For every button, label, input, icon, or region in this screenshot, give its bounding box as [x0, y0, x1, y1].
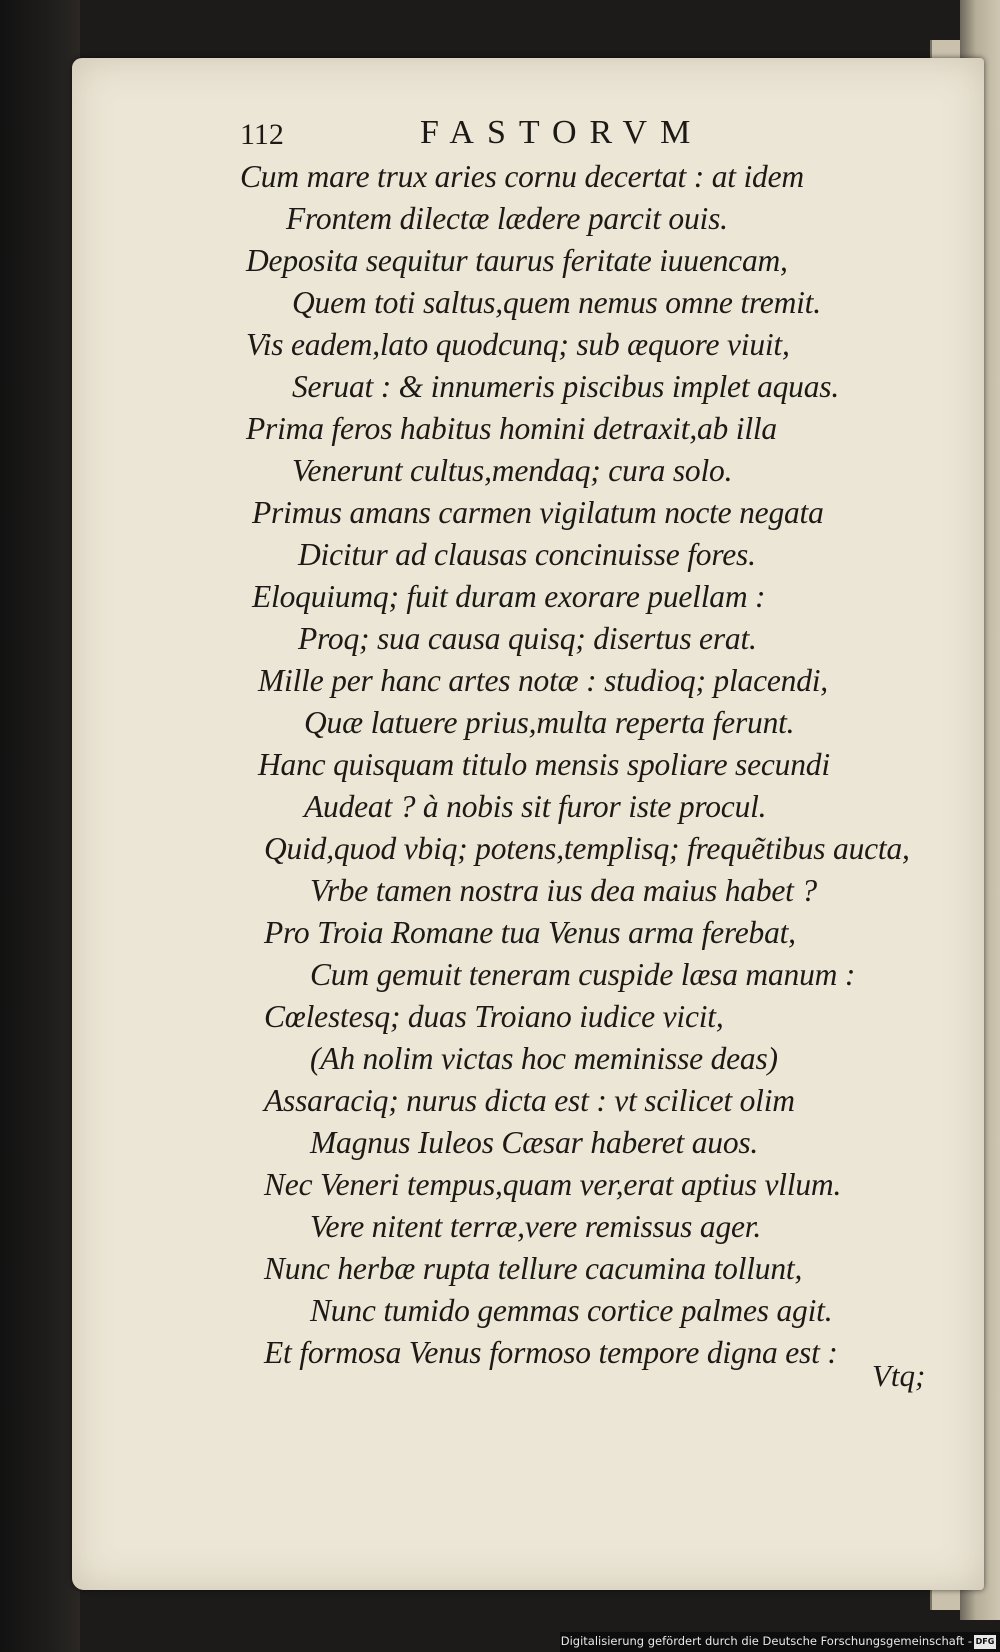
- verse-line: Nec Veneri tempus,quam ver,erat aptius vllum.: [264, 1167, 842, 1202]
- verse-line: Quid,quod vbiq; potens,templisq; frequẽtibus aucta,: [264, 831, 910, 866]
- verse-line: Pro Troia Romane tua Venus arma ferebat,: [264, 915, 796, 950]
- text-block: [240, 108, 950, 1374]
- verse-line: Proq; sua causa quisq; disertus erat.: [298, 621, 757, 656]
- verse-line: Cum gemuit teneram cuspide læsa manum :: [310, 957, 856, 992]
- verse-line: Seruat : & innumeris piscibus implet aquas.: [292, 369, 840, 404]
- verse-line: Primus amans carmen vigilatum nocte negata: [252, 495, 824, 530]
- verse-line: Quem toti saltus,quem nemus omne tremit.: [292, 285, 821, 320]
- verse-line: Vrbe tamen nostra ius dea maius habet ?: [310, 873, 817, 908]
- page-number: 112: [240, 118, 284, 151]
- verse-line: Deposita sequitur taurus feritate iuuencam,: [246, 243, 788, 278]
- dfg-logo: DFG: [974, 1635, 996, 1649]
- verse-line: Hanc quisquam titulo mensis spoliare secundi: [258, 747, 830, 782]
- verse-line: Et formosa Venus formoso tempore digna est :: [264, 1335, 838, 1370]
- digitization-footer: [560, 1632, 1000, 1652]
- book-page: [72, 58, 984, 1590]
- verse-line: Prima feros habitus homini detraxit,ab illa: [246, 411, 777, 446]
- verse-line: Cum mare trux aries cornu decertat : at idem: [240, 159, 804, 194]
- verse-line: Audeat ? à nobis sit furor iste procul.: [304, 789, 767, 824]
- verse-line: Vis eadem,lato quodcunq; sub æquore viuit,: [246, 327, 790, 362]
- verse-line: Quæ latuere prius,multa reperta ferunt.: [304, 705, 795, 740]
- page-header: [240, 108, 950, 156]
- verse-line: Frontem dilectæ lædere parcit ouis.: [286, 201, 728, 236]
- verse-line: Dicitur ad clausas concinuisse fores.: [298, 537, 756, 572]
- running-head: FASTORVM: [420, 114, 704, 151]
- verse-line: Nunc herbæ rupta tellure cacumina tollunt,: [264, 1251, 803, 1286]
- funding-credit: Digitalisierung gefördert durch die Deutsche Forschungsgemeinschaft -: [560, 1634, 972, 1648]
- verse-line: Nunc tumido gemmas cortice palmes agit.: [310, 1293, 833, 1328]
- verse-line: Eloquiumq; fuit duram exorare puellam :: [252, 579, 766, 614]
- verse-list: [240, 156, 950, 1374]
- verse-line: Vere nitent terræ,vere remissus ager.: [310, 1209, 762, 1244]
- verse-line: Assaraciq; nurus dicta est : vt scilicet olim: [264, 1083, 795, 1118]
- verse-line: (Ah nolim victas hoc meminisse deas): [310, 1041, 778, 1076]
- verse-line: Magnus Iuleos Cæsar haberet auos.: [310, 1125, 759, 1160]
- scan-background-left: [0, 0, 80, 1652]
- verse-line: Cœlestesq; duas Troiano iudice vicit,: [264, 999, 724, 1034]
- verse-line: Venerunt cultus,mendaq; cura solo.: [292, 453, 733, 488]
- catchword: Vtq;: [872, 1358, 926, 1393]
- verse-line: Mille per hanc artes notæ : studioq; placendi,: [258, 663, 828, 698]
